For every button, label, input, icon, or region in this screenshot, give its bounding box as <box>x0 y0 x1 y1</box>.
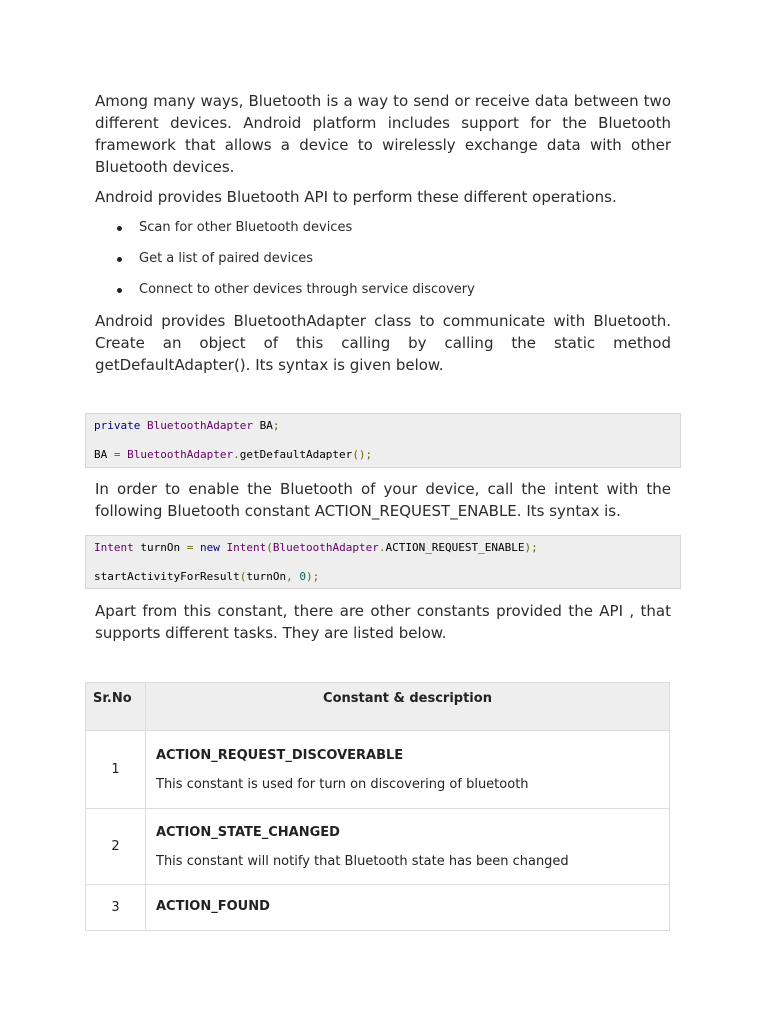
code-token: BA <box>252 419 273 432</box>
code-token: Intent <box>226 541 267 554</box>
code-line <box>94 419 672 433</box>
code-token: Intent <box>94 541 134 554</box>
list-item <box>95 251 671 267</box>
code-token: ACTION_REQUEST_ENABLE <box>385 541 525 554</box>
code-token: 0 <box>299 570 306 583</box>
constant-description: This constant will notify that Bluetooth state has been changed <box>156 853 569 869</box>
code-token: = <box>113 448 121 461</box>
constants-paragraph: Apart from this constant, there are other constants provided the API , that supports different tasks. They are listed below. <box>95 602 671 642</box>
row-number: 3 <box>86 885 146 931</box>
code-token: turnOn <box>133 541 187 554</box>
bullet-icon <box>117 257 122 262</box>
constant-name: ACTION_FOUND <box>156 899 270 914</box>
code-token: BluetoothAdapter <box>127 448 234 461</box>
operations-list <box>95 220 671 298</box>
bullet-icon <box>117 226 122 231</box>
code-token: startActivityForResult <box>94 570 240 583</box>
code-token: BluetoothAdapter <box>272 541 379 554</box>
code-token: getDefaultAdapter <box>239 448 353 461</box>
constant-cell <box>146 731 670 809</box>
code-token: new <box>199 541 220 554</box>
code-token: . <box>233 448 240 461</box>
code-token: ; <box>272 419 280 432</box>
code-line <box>94 570 672 584</box>
list-item <box>95 282 671 298</box>
constant-cell <box>146 885 670 931</box>
list-item-text: Scan for other Bluetooth devices <box>139 220 353 235</box>
constant-cell <box>146 809 670 885</box>
code-token: (); <box>352 448 373 461</box>
code-block-intent <box>85 535 681 589</box>
intro-paragraph-2: Android provides Bluetooth API to perform these different operations. <box>95 188 617 206</box>
intro-paragraph-1: Among many ways, Bluetooth is a way to send or receive data between two different devices. Android platform includes support for the Bluetooth framework that allows a device to wirelessly exchange data with other Bluetooth devices. <box>95 92 671 176</box>
code-token <box>193 541 200 554</box>
constant-name: ACTION_STATE_CHANGED <box>156 824 340 840</box>
code-token: ( <box>266 541 273 554</box>
row-number: 2 <box>86 809 146 885</box>
enable-paragraph: In order to enable the Bluetooth of your device, call the intent with the following Bluetooth constant ACTION_REQUEST_ENABLE. Its syntax is. <box>95 480 671 520</box>
code-block-adapter <box>85 413 681 468</box>
code-token: = <box>186 541 194 554</box>
list-item-text: Get a list of paired devices <box>139 251 314 266</box>
code-token: . <box>378 541 386 554</box>
table-row <box>86 809 670 885</box>
constants-table <box>85 682 670 931</box>
code-token: , <box>286 570 293 583</box>
code-token: turnOn <box>246 570 287 583</box>
column-header-constant: Constant & description <box>146 683 670 731</box>
table-row <box>86 885 670 931</box>
list-item-text: Connect to other devices through service discovery <box>139 282 475 297</box>
table-header-row <box>86 683 670 731</box>
constant-description: This constant is used for turn on discovering of bluetooth <box>156 776 529 792</box>
bullet-icon <box>117 288 122 293</box>
code-token <box>140 419 147 432</box>
row-number: 1 <box>86 731 146 809</box>
code-token: BluetoothAdapter <box>146 419 253 432</box>
code-line <box>94 448 672 462</box>
code-token: ( <box>239 570 247 583</box>
code-token: BA <box>94 448 114 461</box>
column-header-srno: Sr.No <box>86 683 146 731</box>
article-body <box>95 90 671 376</box>
code-line <box>94 541 672 555</box>
table-row <box>86 731 670 809</box>
adapter-paragraph: Android provides BluetoothAdapter class to communicate with Bluetooth. Create an object of this calling by calling the static method getDefaultAdapter(). Its syntax is given below. <box>95 312 671 374</box>
list-item <box>95 220 671 236</box>
code-token: ); <box>305 570 320 583</box>
code-token: private <box>94 419 141 432</box>
code-token: ); <box>524 541 538 554</box>
constant-name: ACTION_REQUEST_DISCOVERABLE <box>156 747 404 763</box>
